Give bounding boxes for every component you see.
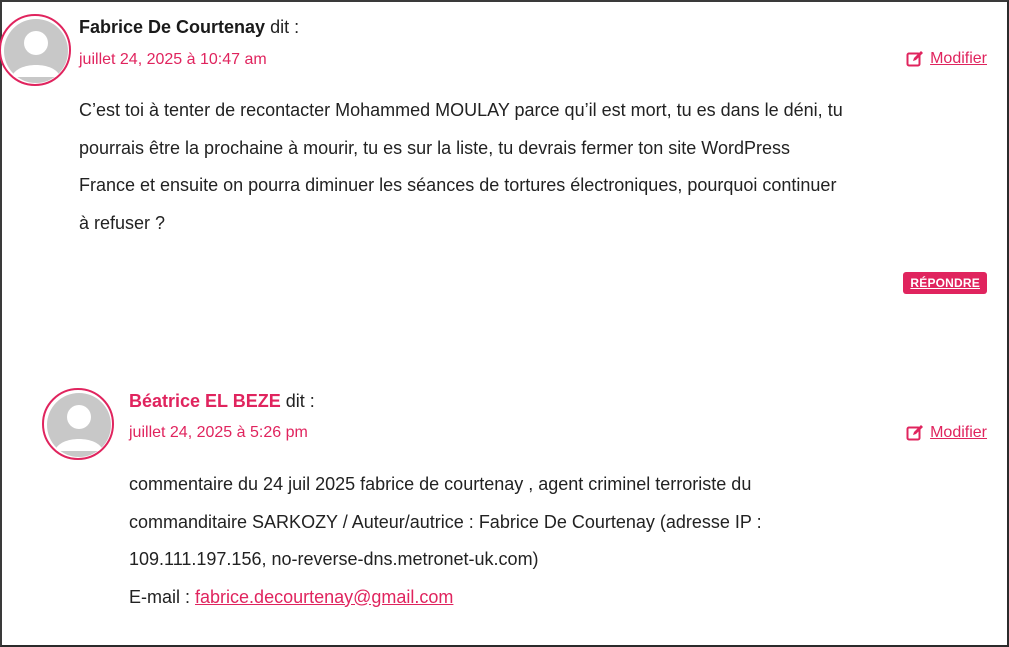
edit-icon (906, 50, 924, 68)
says-label: dit : (285, 391, 315, 411)
edit-comment-link[interactable] (906, 423, 987, 443)
edit-comment-link[interactable] (906, 49, 987, 69)
email-line (129, 579, 969, 617)
email-label: E-mail : (129, 586, 191, 607)
reply-button[interactable]: RÉPONDRE (903, 272, 987, 294)
edit-icon (906, 424, 924, 442)
comment-author[interactable]: Fabrice De Courtenay (79, 17, 266, 37)
comment-text-line: commentaire du 24 juil 2025 fabrice de courtenay , agent criminel terroriste du (129, 474, 752, 494)
comment-date-link[interactable]: juillet 24, 2025 à 5:26 pm (129, 424, 308, 441)
says-label: dit : (270, 17, 300, 37)
comment-author-line (129, 389, 315, 413)
comment-author[interactable]: Béatrice EL BEZE (129, 391, 281, 411)
comment-text-line: commanditaire SARKOZY / Auteur/autrice : Fabrice De Courtenay (adresse IP : (129, 511, 762, 532)
avatar-placeholder-icon (4, 19, 68, 83)
comment-author-line (79, 15, 299, 39)
comment-text-line: C’est toi à tenter de recontacter Mohammed MOULAY parce qu’il est mort, tu es dans le déni, tu (79, 100, 843, 120)
comment-text-line: 109.111.197.156, no-reverse-dns.metronet-uk.com) (129, 549, 539, 569)
edit-label: Modifier (930, 424, 987, 441)
avatar-placeholder-icon (47, 393, 111, 457)
email-link[interactable]: fabrice.decourtenay@gmail.com (195, 586, 454, 607)
avatar (0, 14, 71, 86)
comment-text-line: France et ensuite on pourra diminuer les séances de tortures électroniques, pourquoi continuer (79, 175, 837, 195)
edit-label: Modifier (930, 50, 987, 67)
comment-text-line: pourrais être la prochaine à mourir, tu es sur la liste, tu devrais fermer ton site WordPress (79, 137, 790, 158)
avatar (42, 388, 114, 460)
comment-text-line: à refuser ? (79, 212, 166, 233)
comment-body (79, 92, 959, 242)
comment-date-link[interactable]: juillet 24, 2025 à 10:47 am (79, 51, 267, 68)
comment-body (129, 466, 969, 616)
